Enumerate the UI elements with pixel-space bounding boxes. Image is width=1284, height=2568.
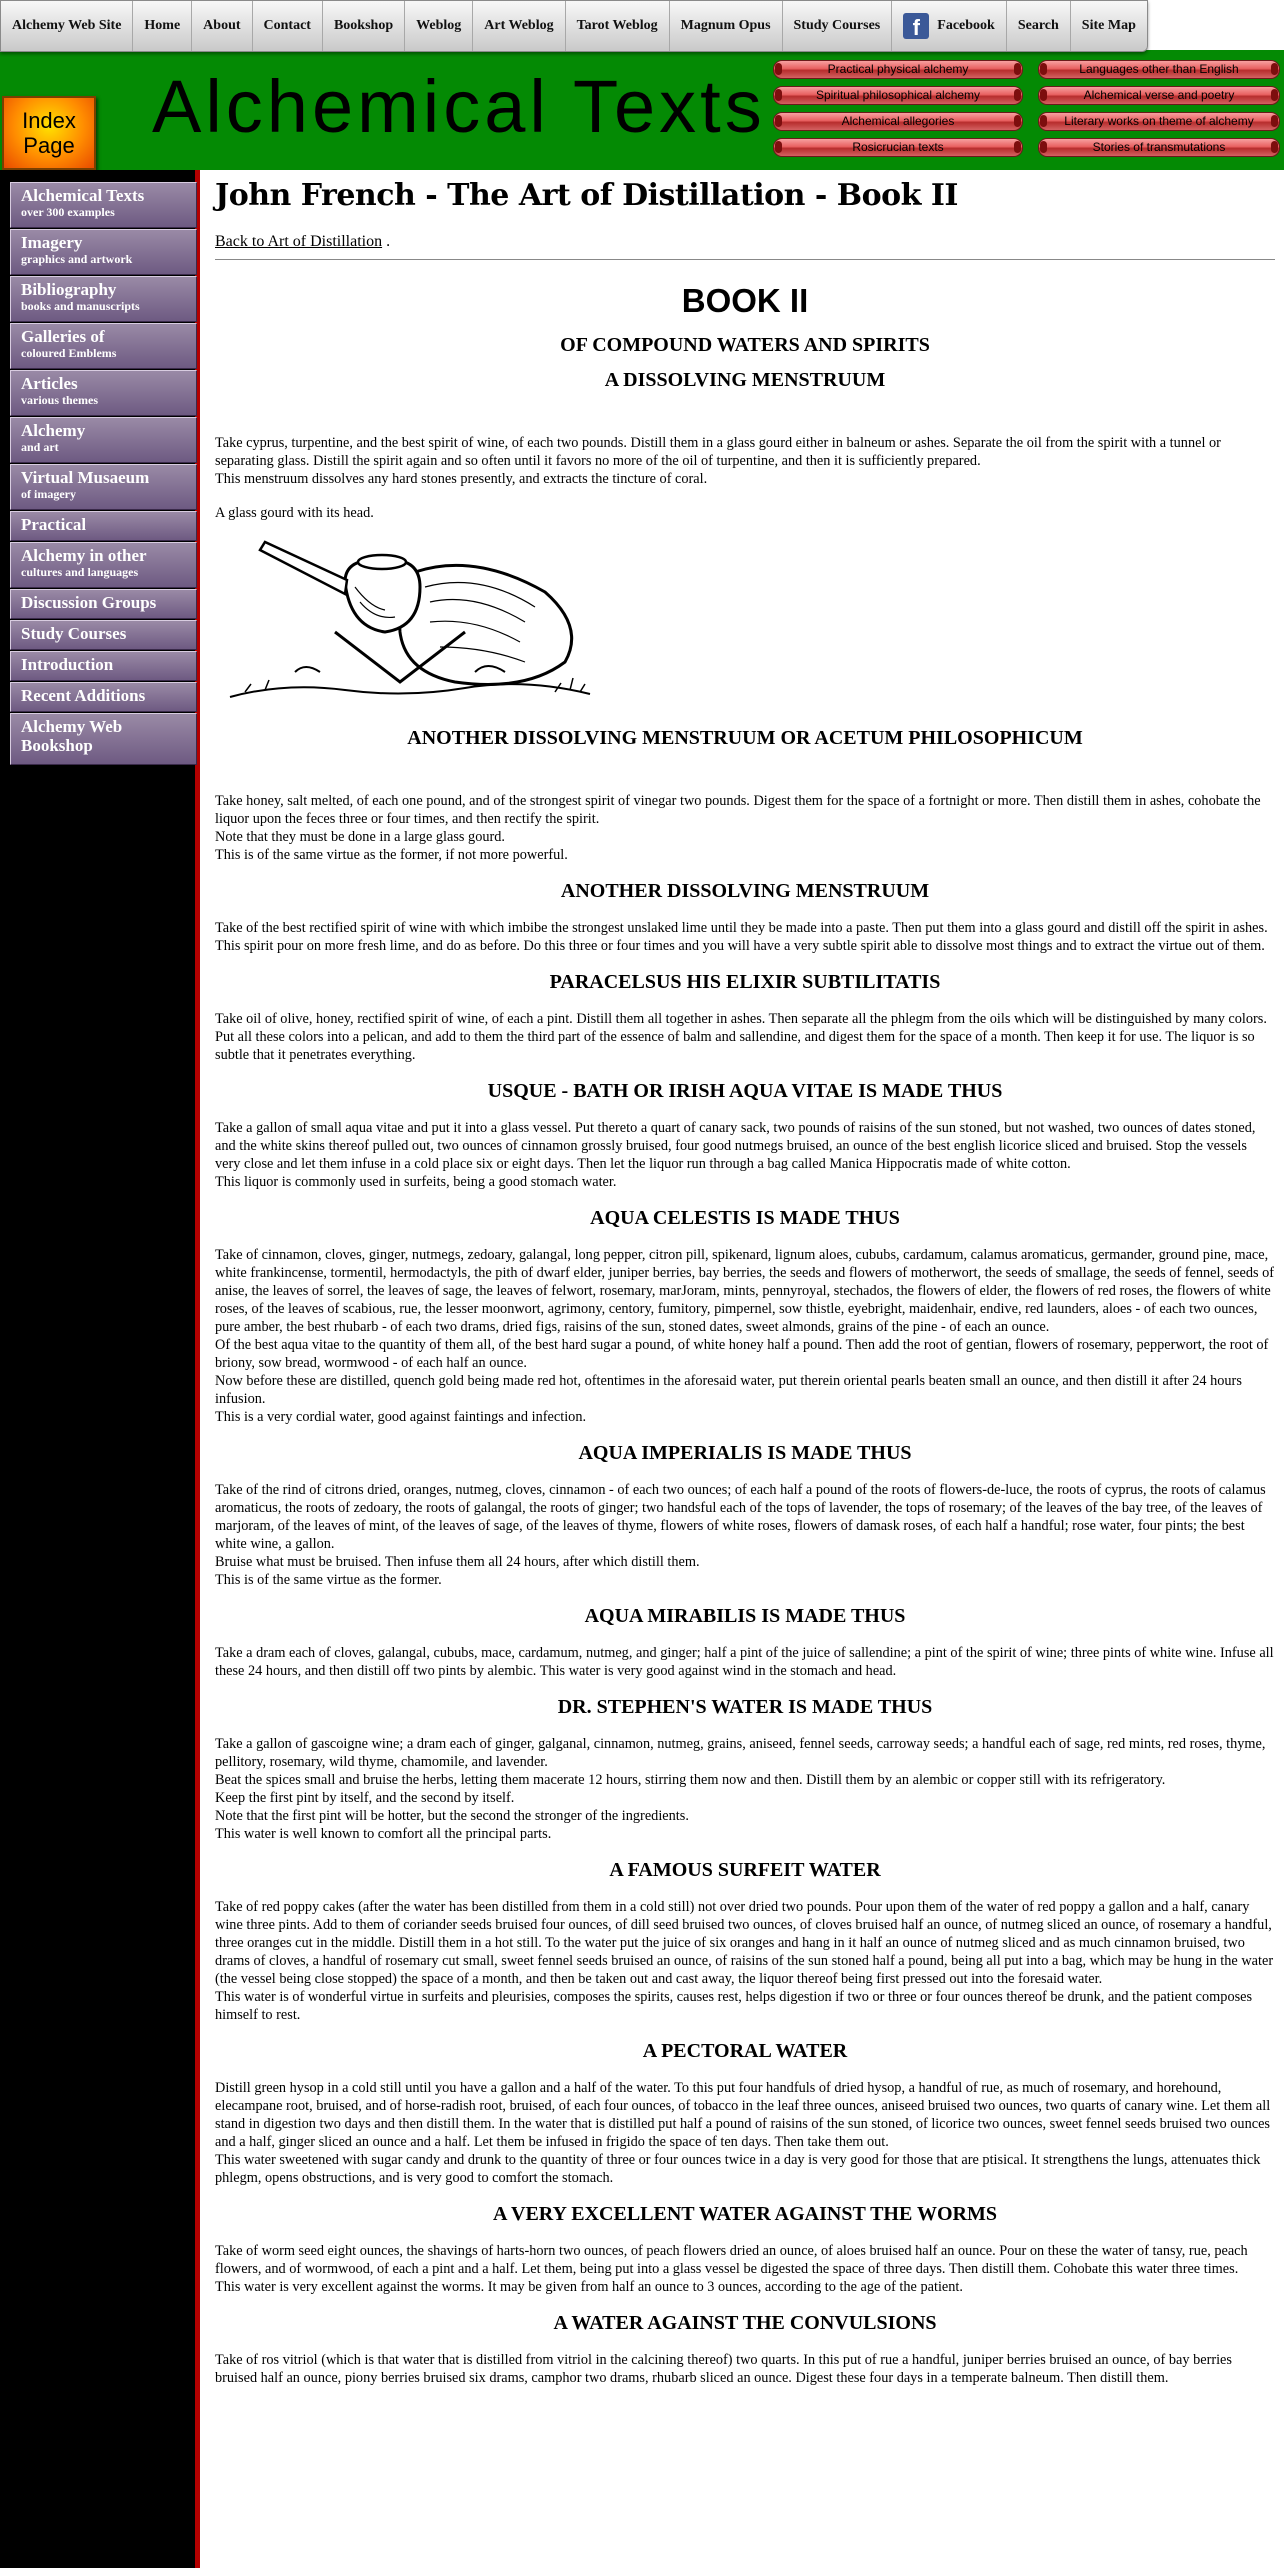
paragraph: This water sweetened with sugar candy and drunk to the quantity of three or four ounces twice in a day is very good for those that are ptisical. It strengthens the lungs, attenuates thick phlegm, opens obstructions, and is very good to comfort the stomach. bbox=[215, 2152, 1261, 2186]
sidebar bbox=[0, 170, 200, 2568]
sidebar-item-virtual-musaeum[interactable] bbox=[10, 464, 197, 510]
paragraph: This menstruum dissolves any hard stones presently, and extracts the tincture of coral. bbox=[215, 471, 708, 487]
sidebar-item-bibliography[interactable] bbox=[10, 276, 197, 322]
paragraph: Note that the first pint will be hotter, but the second the stronger of the ingredients. bbox=[215, 1808, 689, 1824]
facebook-icon: f bbox=[903, 13, 929, 39]
sidebar-item-galleries[interactable] bbox=[10, 323, 197, 369]
sidebar-item-label: Recent Additions bbox=[21, 686, 146, 705]
paragraph: This water is of wonderful virtue in surfeits and pleurisies, composes the spirits, causes rest, helps digestion if two or three or four ounces thereof be drunk, and the patient composes himself to rest. bbox=[215, 1989, 1253, 2023]
paragraph: Keep the first pint by itself, and the second by itself. bbox=[215, 1790, 515, 1806]
nav-label: Contact bbox=[263, 18, 311, 33]
pill-alchemical-verse-poetry[interactable]: Alchemical verse and poetry bbox=[1038, 86, 1280, 105]
section-heading: A PECTORAL WATER bbox=[642, 2040, 848, 2062]
nav-magnum-opus[interactable] bbox=[670, 1, 783, 51]
section-heading: A VERY EXCELLENT WATER AGAINST THE WORMS bbox=[493, 2203, 997, 2225]
paragraph: Beat the spices small and bruise the herbs, letting them macerate 12 hours, stirring them now and then. Distill them by an alembic or copper still with its refrigeratory. bbox=[215, 1772, 1166, 1788]
section-heading: USQUE - BATH OR IRISH AQUA VITAE IS MADE THUS bbox=[487, 1080, 1003, 1102]
pill-alchemical-allegories[interactable]: Alchemical allegories bbox=[773, 112, 1023, 131]
section-heading: ANOTHER DISSOLVING MENSTRUUM bbox=[560, 880, 930, 902]
book-title: BOOK II bbox=[681, 282, 809, 319]
back-link-suffix: . bbox=[382, 233, 391, 250]
paragraph: Take cyprus, turpentine, and the best spirit of wine, of each two pounds. Distill them in a glass gourd either in balneum or ashes. Separate the oil from the spirit with a tunnel or separating glass. Distill the spirit again and so often until it favors no more of the oil of turpentine, and then it is sufficiently prepared. bbox=[215, 435, 1221, 469]
nav-label: Search bbox=[1017, 18, 1059, 33]
sidebar-item-alchemical-texts[interactable] bbox=[10, 182, 197, 228]
paragraph: Note that they must be done in a large glass gourd. bbox=[215, 829, 505, 845]
nav-about[interactable] bbox=[192, 1, 252, 51]
pill-spiritual-philosophical-alchemy[interactable]: Spiritual philosophical alchemy bbox=[773, 86, 1023, 105]
sidebar-item-articles[interactable] bbox=[10, 370, 197, 416]
paragraph: Now before these are distilled, quench gold being made red hot, oftentimes in the aforesaid water, put therein oriental pearls beaten small an ounce, and then distill it after 24 hours infusion. bbox=[215, 1373, 1242, 1407]
nav-label: Art Weblog bbox=[484, 18, 554, 33]
sidebar-item-label: Articles bbox=[21, 374, 78, 393]
section-heading: A WATER AGAINST THE CONVULSIONS bbox=[553, 2312, 937, 2334]
paragraph: This is a very cordial water, good against faintings and infection. bbox=[215, 1409, 587, 1425]
section-heading: AQUA IMPERIALIS IS MADE THUS bbox=[578, 1442, 912, 1464]
nav-site-map[interactable] bbox=[1071, 1, 1147, 51]
top-navigation-bar bbox=[0, 0, 1148, 52]
sidebar-item-practical[interactable] bbox=[10, 511, 197, 541]
paragraph: Take a dram each of cloves, galangal, cububs, mace, cardamum, nutmeg, and ginger; half a pint of the juice of sallendine; a pint of the spirit of wine; three pints of white wine. Infuse all these 24 hours, and then distill off two pints by alembic. This water is very good against wind in the stomach and head. bbox=[215, 1645, 1274, 1679]
section-heading: ANOTHER DISSOLVING MENSTRUUM OR ACETUM PHILOSOPHICUM bbox=[407, 727, 1083, 749]
nav-contact[interactable] bbox=[253, 1, 323, 51]
section-heading: A FAMOUS SURFEIT WATER bbox=[609, 1859, 881, 1881]
nav-alchemy-web-site[interactable] bbox=[1, 1, 133, 51]
nav-art-weblog[interactable] bbox=[473, 1, 565, 51]
sidebar-item-discussion-groups[interactable] bbox=[10, 589, 197, 619]
sidebar-item-label: Discussion Groups bbox=[21, 593, 157, 612]
sidebar-item-label: Imagery bbox=[21, 233, 83, 252]
sidebar-item-label: Practical bbox=[21, 515, 87, 534]
nav-tarot-weblog[interactable] bbox=[566, 1, 670, 51]
figure-caption: A glass gourd with its head. bbox=[215, 505, 374, 521]
nav-study-courses[interactable] bbox=[783, 1, 893, 51]
paragraph: This liquor is commonly used in surfeits, being a good stomach water. bbox=[215, 1174, 617, 1190]
sidebar-item-sublabel: coloured Emblems bbox=[21, 346, 117, 360]
paragraph: Take a gallon of small aqua vitae and put it into a glass vessel. Put thereto a quart of canary sack, two pounds of raisins of the sun stoned, but not washed, two ounces of dates stoned, and the white skins thereof pulled out, two ounces of cinnamon grossly bruised, four good nutmegs bruised, an ounce of the best english licorice sliced and bruised. Stop the vessels very close and let them infuse in a cold place six or eight days. Then let the liquor run through a bag called Manica Hippocratis made of white cotton. bbox=[215, 1120, 1256, 1172]
paragraph: Take of cinnamon, cloves, ginger, nutmegs, zedoary, galangal, long pepper, citron pill, spikenard, lignum aloes, cububs, cardamum, calamus aromaticus, germander, ground pine, mace, white frankincense, tormentil, hermodactyls, the pith of dwarf elder, juniper berries, bay berries, the seeds and flowers of motherwort, the seeds of smallage, the seeds of fennel, seeds of anise, the leaves of sorrel, the leaves of sage, the leaves of felwort, rosemary, marJoram, mints, pennyroyal, stechados, the flowers of elder, the flowers of red roses, the flowers of white roses, of the leaves of scabious, rue, the lesser moonwort, agrimony, centory, fumitory, pimpernel, sow thistle, eyebright, maidenhair, endive, red launders, aloes - of each two ounces, pure amber, the best rhubarb - of each two drams, dried figs, raisins of the sun, stoned dates, sweet almonds, grains of the pine - of each an ounce. bbox=[215, 1247, 1275, 1335]
sidebar-item-sublabel: cultures and languages bbox=[21, 565, 139, 579]
sidebar-item-label: Bibliography bbox=[21, 280, 117, 299]
sidebar-item-sublabel: books and manuscripts bbox=[21, 299, 140, 313]
section-heading: PARACELSUS HIS ELIXIR SUBTILITATIS bbox=[549, 971, 941, 993]
nav-label: Site Map bbox=[1081, 18, 1136, 33]
paragraph: Take of the rind of citrons dried, oranges, nutmeg, cloves, cinnamon - of each two ounces; of each half a pound of the roots of flowers-de-luce, the roots of cyprus, the roots of calamus aromaticus, the roots of zedoary, the roots of galangal, the roots of ginger; two handsful each of the tops of lavender, the tops of rosemary; of the leaves of the bay tree, of the leaves of marjoram, of the leaves of mint, of the leaves of sage, of the leaves of thyme, flowers of white roses, flowers of damask roses, of each half a handful; rose water, four pints; the best white wine, a gallon. bbox=[215, 1482, 1266, 1552]
paragraph: Bruise what must be bruised. Then infuse them all 24 hours, after which distill them. bbox=[215, 1554, 700, 1570]
section-heading: DR. STEPHEN'S WATER IS MADE THUS bbox=[557, 1696, 933, 1718]
paragraph: This water is very excellent against the worms. It may be given from half an ounce to 3 ounces, according to the age of the patient. bbox=[215, 2279, 963, 2295]
nav-bookshop[interactable] bbox=[323, 1, 405, 51]
paragraph: This is of the same virtue as the former. bbox=[215, 1572, 442, 1588]
main-content bbox=[215, 170, 1275, 2387]
sidebar-item-label: Virtual Musaeum bbox=[21, 468, 150, 487]
sidebar-item-label: Introduction bbox=[21, 655, 114, 674]
paragraph: Take of ros vitriol (which is that water that is distilled from vitriol in the calcining thereof) two quarts. In this put of rue a handful, juniper berries bruised an ounce, of bay berries bruised half an ounce, piony berries bruised six drams, camphor two drams, rhubarb sliced an ounce. Digest these four days in a temperate balneum. Then distill them. bbox=[215, 2352, 1232, 2386]
sidebar-item-alchemy-and-art[interactable] bbox=[10, 417, 197, 463]
section-heading: AQUA MIRABILIS IS MADE THUS bbox=[584, 1605, 906, 1627]
nav-label: Study Courses bbox=[793, 18, 881, 33]
paragraph: This is of the same virtue as the former, if not more powerful. bbox=[215, 847, 568, 863]
nav-label: Tarot Weblog bbox=[576, 18, 658, 33]
glass-gourd-illustration bbox=[225, 532, 595, 702]
section-heading: AQUA CELESTIS IS MADE THUS bbox=[590, 1207, 900, 1229]
sidebar-item-sublabel: over 300 examples bbox=[21, 205, 115, 219]
nav-label: Alchemy Web Site bbox=[12, 18, 122, 33]
sidebar-item-alchemy-other-cultures[interactable] bbox=[10, 542, 197, 588]
pill-languages-other-than-english[interactable]: Languages other than English bbox=[1038, 60, 1280, 79]
pill-stories-of-transmutations[interactable]: Stories of transmutations bbox=[1038, 138, 1280, 157]
nav-label: Home bbox=[144, 18, 181, 33]
sidebar-item-label: Alchemy bbox=[21, 421, 86, 440]
pill-rosicrucian-texts[interactable]: Rosicrucian texts bbox=[773, 138, 1023, 157]
sidebar-item-study-courses[interactable] bbox=[10, 620, 197, 650]
site-title: Alchemical Texts bbox=[152, 65, 766, 148]
sidebar-item-label: Galleries of bbox=[21, 327, 105, 346]
paragraph: Take of the best rectified spirit of wine with which imbibe the strongest unslaked lime until they be made into a paste. Then put them into a glass gourd and distill off the spirit in ashes. This spirit pour on more fresh lime, and do as before. Do this three or four times and you will have a very subtle spirit able to dissolve most things and to extract the virtue out of them. bbox=[215, 920, 1268, 954]
sidebar-item-sublabel: various themes bbox=[21, 393, 98, 407]
paragraph: Take honey, salt melted, of each one pound, and of the strongest spirit of vinegar two pounds. Digest them for the space of a fortnight or more. Then distill them in ashes, cohobate the liquor upon the feces three or four times, and then rectify the spirit. bbox=[215, 793, 1261, 827]
sidebar-item-label: Alchemy in other bbox=[21, 546, 147, 565]
nav-weblog[interactable] bbox=[405, 1, 473, 51]
paragraph: Take oil of olive, honey, rectified spirit of wine, of each a pint. Distill them all together in ashes. Then separate all the phlegm from the oils which will be distinguished by many colors. Put all these colors into a pelican, and add to them the third part of the essence of balm and sallendine, and digest them for the space of a month. Then keep it for use. The liquor is so subtle that it penetrates everything. bbox=[215, 1011, 1267, 1063]
pill-practical-physical-alchemy[interactable]: Practical physical alchemy bbox=[773, 60, 1023, 79]
paragraph: This water is well known to comfort all the principal parts. bbox=[215, 1826, 552, 1842]
section-heading: A DISSOLVING MENSTRUUM bbox=[604, 369, 886, 391]
nav-label: About bbox=[203, 18, 241, 33]
sidebar-item-web-bookshop[interactable] bbox=[10, 713, 197, 765]
paragraph: Distill green hysop in a cold still until you have a gallon and a half of the water. To this put four handfuls of dried hysop, a handful of rue, as much of rosemary, and horehound, elecampane root, bruised, and of horse-radish root, bruised, of each four ounces, of tobacco in the leaf three ounces, aniseed bruised two ounces, two quarts of canary wine. Let them all stand in digestion two days and then distill them. In the water that is distilled put half a pound of raisins of the sun stoned, of licorice two ounces, sweet fennel seeds bruised two ounces and a half, ginger sliced an ounce and a half. Let them be infused in frigido the space of ten days. Then take them out. bbox=[215, 2080, 1271, 2150]
page-title: John French - The Art of Distillation - Book II bbox=[215, 178, 958, 213]
sidebar-item-sublabel: of imagery bbox=[21, 487, 76, 501]
back-to-art-of-distillation-link[interactable]: Back to Art of Distillation bbox=[215, 233, 383, 250]
book-subtitle: OF COMPOUND WATERS AND SPIRITS bbox=[560, 334, 930, 356]
sidebar-item-recent-additions[interactable] bbox=[10, 682, 197, 712]
sidebar-item-label: Study Courses bbox=[21, 624, 127, 643]
pill-literary-works-alchemy[interactable]: Literary works on theme of alchemy bbox=[1038, 112, 1280, 131]
sidebar-item-label: Alchemy Web Bookshop bbox=[21, 717, 123, 755]
index-page-button[interactable] bbox=[2, 96, 96, 170]
nav-label: Bookshop bbox=[333, 18, 394, 33]
sidebar-item-sublabel: graphics and artwork bbox=[21, 252, 133, 266]
divider bbox=[215, 259, 1275, 260]
sidebar-item-imagery[interactable] bbox=[10, 229, 197, 275]
back-link-row bbox=[215, 233, 1275, 251]
sidebar-item-label: Alchemical Texts bbox=[21, 186, 145, 205]
paragraph: Take of red poppy cakes (after the water has been distilled from them in a cold still) not over dried two pounds. Pour upon them of the water of red poppy a gallon and a half, canary wine three pints. Add to them of coriander seeds bruised four ounces, of dill seed bruised two ounces, of cloves bruised half an ounce, of nutmeg sliced an ounce, of rosemary a handful, three oranges cut in the middle. Distill them in a hot still. To the water put the juice of six oranges and hang in it half an ounce of nutmeg sliced and as much cinnamon bruised, two drams of cloves, a handful of rosemary cut small, sweet fennel seeds bruised an ounce, of raisins of the sun stoned half a pound, being all put into a bag, which may be hung in the water (the vessel being close stopped) the space of a month, and then be taken out and cast away, the liquor thereof being first pressed out into the foresaid water. bbox=[215, 1899, 1274, 1987]
paragraph: Take a gallon of gascoigne wine; a dram each of ginger, galganal, cinnamon, nutmeg, grains, aniseed, fennel seeds, carroway seeds; a handful each of sage, red mints, red roses, thyme, pellitory, rosemary, wild thyme, chamomile, and lavender. bbox=[215, 1736, 1266, 1770]
paragraph: Take of worm seed eight ounces, the shavings of harts-horn two ounces, of peach flowers dried an ounce, of aloes bruised half an ounce. Pour on these the water of tansy, rue, peach flowers, and of wormwood, of each a pint and a half. Let them, being put into a glass vessel be digested the space of three days. Then distill them. Cohobate this water three times. bbox=[215, 2243, 1248, 2277]
nav-home[interactable] bbox=[133, 1, 192, 51]
nav-label: Weblog bbox=[416, 18, 462, 33]
index-label-line2: Page bbox=[23, 133, 75, 158]
sidebar-item-introduction[interactable] bbox=[10, 651, 197, 681]
nav-search[interactable] bbox=[1007, 1, 1071, 51]
index-label-line1: Index bbox=[22, 108, 76, 133]
nav-label: Facebook bbox=[937, 18, 995, 33]
sidebar-item-sublabel: and art bbox=[21, 440, 59, 454]
nav-facebook[interactable] bbox=[892, 1, 1007, 51]
paragraph: Of the best aqua vitae to the quantity of them all, of the best hard sugar a pound, of white honey half a pound. Then add the root of gentian, flowers of rosemary, pepperwort, the root of briony, sow bread, wormwood - of each half an ounce. bbox=[215, 1337, 1269, 1371]
nav-label: Magnum Opus bbox=[680, 18, 771, 33]
